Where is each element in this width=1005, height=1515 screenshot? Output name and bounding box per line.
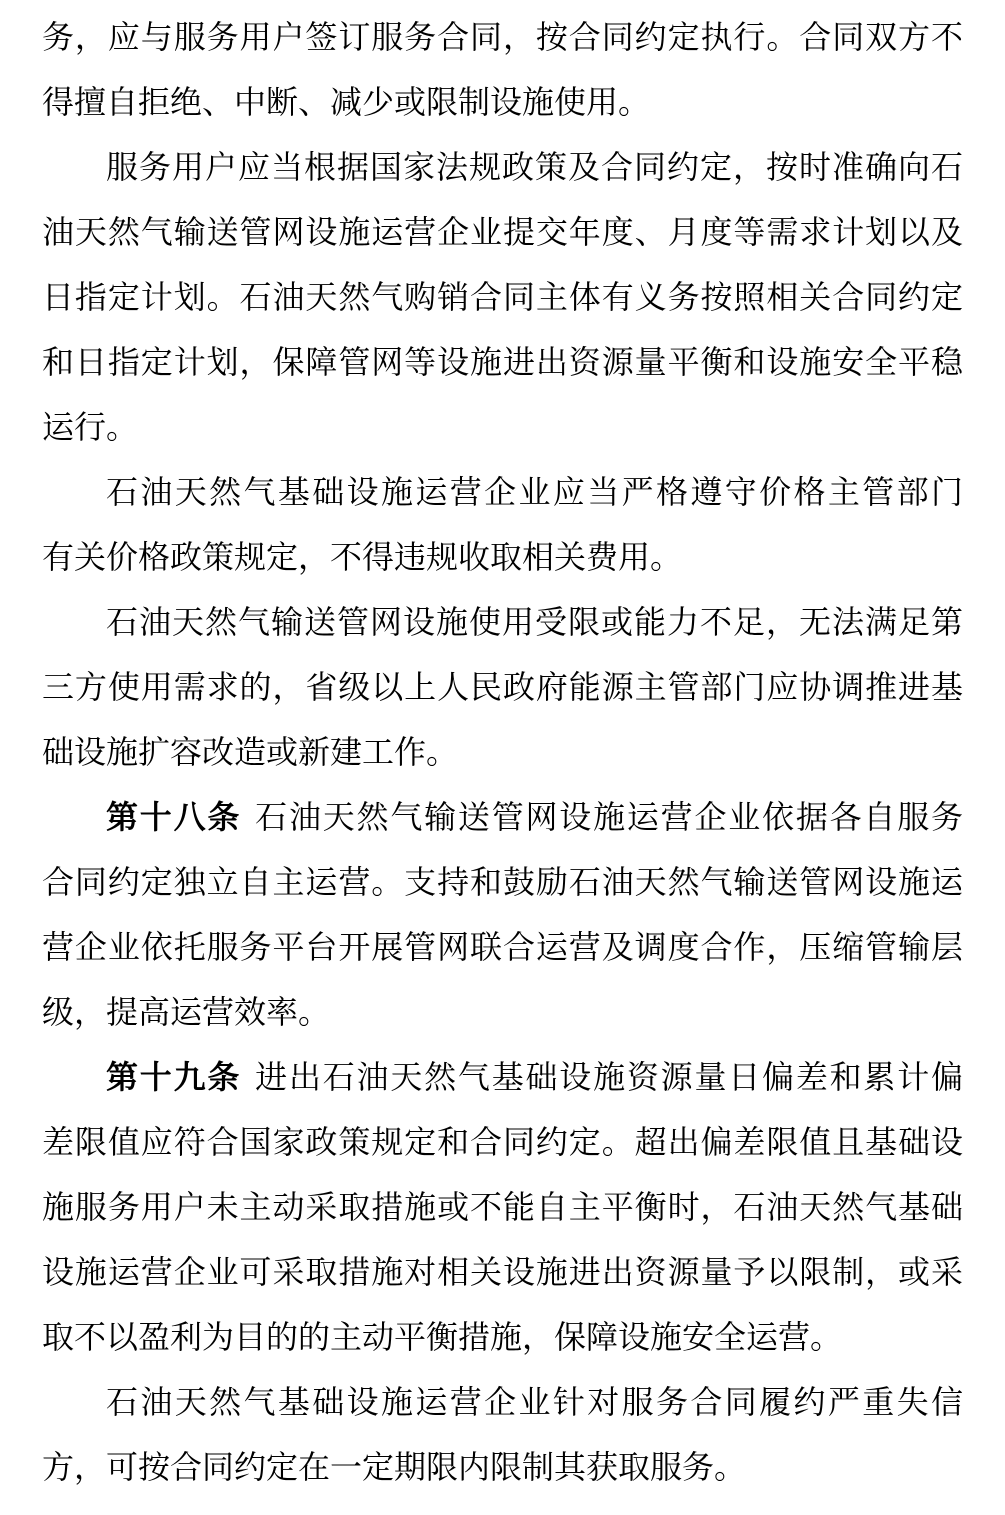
article-18-number: 第十八条 — [106, 799, 242, 835]
text-line: 础设施扩容改造或新建工作。 — [42, 734, 459, 770]
text-line: 施服务用户未主动采取措施或不能自主平衡时，石油天然气基础 — [42, 1189, 963, 1225]
paragraph-pricing — [42, 460, 963, 590]
text-line: 设施运营企业可采取措施对相关设施进出资源量予以限制，或采 — [42, 1254, 963, 1290]
text-line: 石油天然气基础设施运营企业针对服务合同履约严重失信 — [106, 1384, 963, 1420]
text-line: 和日指定计划，保障管网等设施进出资源量平衡和设施安全平稳 — [42, 344, 963, 380]
text-line: 日指定计划。石油天然气购销合同主体有义务按照相关合同约定 — [42, 279, 963, 315]
text-line: 合同约定独立自主运营。支持和鼓励石油天然气输送管网设施运 — [42, 864, 963, 900]
text-line: 石油天然气基础设施运营企业应当严格遵守价格主管部门 — [106, 474, 963, 510]
text-line: 得擅自拒绝、中断、减少或限制设施使用。 — [42, 84, 651, 120]
text-line: 有关价格政策规定，不得违规收取相关费用。 — [42, 539, 683, 575]
text-line: 方，可按合同约定在一定期限内限制其获取服务。 — [42, 1449, 747, 1485]
text-line: 三方使用需求的，省级以上人民政府能源主管部门应协调推进基 — [42, 669, 963, 705]
paragraph-capacity — [42, 590, 963, 785]
paragraph-continuation — [42, 5, 963, 135]
paragraph-article-18 — [42, 785, 963, 1045]
text-line: 运行。 — [42, 409, 139, 445]
text-line: 营企业依托服务平台开展管网联合运营及调度合作，压缩管输层 — [42, 929, 963, 965]
article-18-text: 石油天然气输送管网设施运营企业依据各自服务 — [255, 799, 963, 835]
text-line — [42, 1045, 963, 1110]
text-line: 取不以盈利为目的的主动平衡措施，保障设施安全运营。 — [42, 1319, 843, 1355]
text-line: 石油天然气输送管网设施使用受限或能力不足，无法满足第 — [106, 604, 963, 640]
article-19-text: 进出石油天然气基础设施资源量日偏差和累计偏 — [255, 1059, 963, 1095]
text-line: 油天然气输送管网设施运营企业提交年度、月度等需求计划以及 — [42, 214, 963, 250]
paragraph-article-19 — [42, 1045, 963, 1370]
text-line: 差限值应符合国家政策规定和合同约定。超出偏差限值且基础设 — [42, 1124, 963, 1160]
article-19-number: 第十九条 — [106, 1059, 242, 1095]
text-line: 务，应与服务用户签订服务合同，按合同约定执行。合同双方不 — [42, 19, 963, 55]
text-line: 服务用户应当根据国家法规政策及合同约定，按时准确向石 — [106, 149, 963, 185]
text-line: 级，提高运营效率。 — [42, 994, 331, 1030]
text-line — [42, 785, 963, 850]
paragraph-breach-of-contract — [42, 1370, 963, 1500]
paragraph-service-users — [42, 135, 963, 460]
